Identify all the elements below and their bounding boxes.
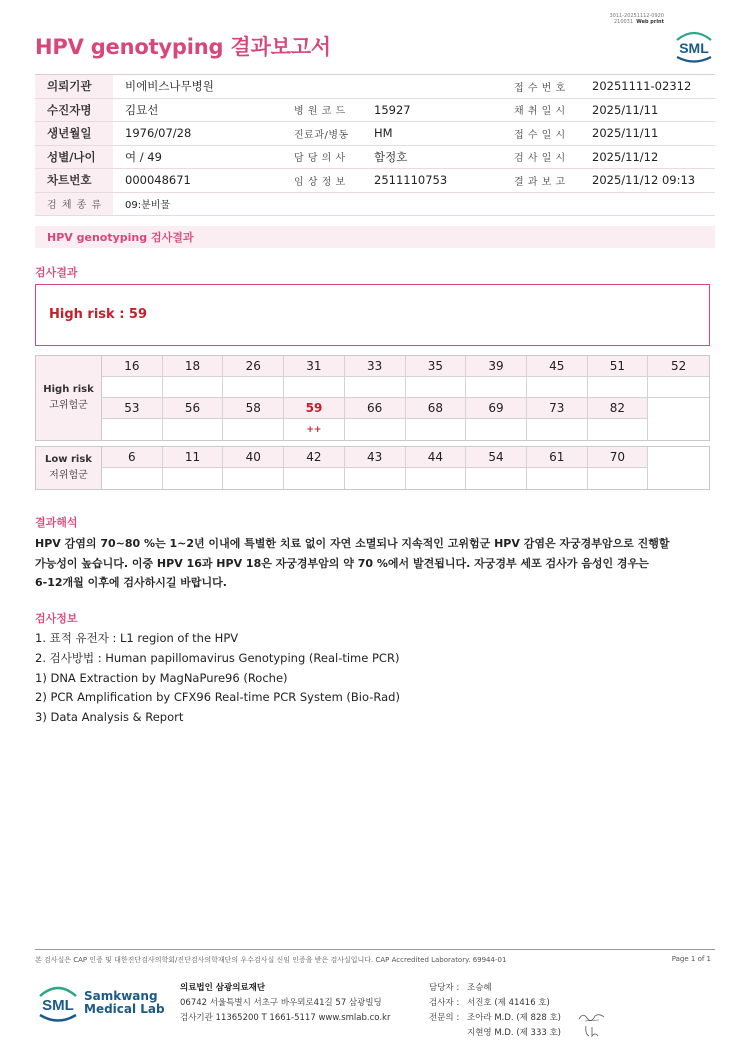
specimen-label: 검 체 종 류 xyxy=(35,193,113,216)
org-name: 의료법인 삼광의료재단 xyxy=(180,983,266,993)
staff-name: 조아라 M.D. (제 828 호) xyxy=(467,1013,562,1023)
info-row xyxy=(35,122,715,146)
info-label: 접 수 번 호 xyxy=(514,82,566,94)
genotype-result-cell xyxy=(345,468,406,489)
genotype-cell: 56 xyxy=(163,398,224,419)
interpretation-line: HPV 감염의 70~80 %는 1~2년 이내에 특별한 치료 없이 자연 소멸되나 지속적인 고위험군 HPV 감염은 자궁경부암으로 진행할 xyxy=(35,537,670,550)
empty-cell xyxy=(648,419,709,440)
low-risk-cells xyxy=(102,447,709,489)
genotype-cell: 73 xyxy=(527,398,588,419)
genotype-cell: 44 xyxy=(406,447,467,468)
brand-line2: Medical Lab xyxy=(84,1002,165,1016)
info-value: 20251111-02312 xyxy=(592,79,692,94)
interpretation-text xyxy=(35,534,695,593)
genotype-cell: 39 xyxy=(466,356,527,377)
genotype-result-cell xyxy=(588,419,649,440)
staff-name: 지현영 M.D. (제 333 호) xyxy=(467,1028,562,1038)
info-value: 비에비스나무병원 xyxy=(125,79,214,94)
info-label: 성별/나이 xyxy=(35,146,113,169)
staff-role: 담당자 : xyxy=(429,983,460,993)
info-label: 임 상 정 보 xyxy=(294,176,346,188)
signature-icon xyxy=(583,1024,603,1038)
genotype-cell: 66 xyxy=(345,398,406,419)
footer-notice-row xyxy=(35,955,711,965)
org-address: 06742 서울특별시 서초구 바우뫼로41길 57 삼광빌딩 xyxy=(180,998,382,1008)
brand-line1: Samkwang xyxy=(84,989,158,1003)
genotype-result-cell xyxy=(102,468,163,489)
specimen-value: 09:분비물 xyxy=(125,200,171,212)
section-title: HPV genotyping 검사결과 xyxy=(35,226,715,248)
test-info-list xyxy=(35,629,400,728)
genotype-cell: 82 xyxy=(588,398,649,419)
print-code xyxy=(596,13,664,25)
genotype-result-cell xyxy=(406,377,467,398)
low-risk-sublabel: 저위험군 xyxy=(49,470,88,481)
genotype-result-cell xyxy=(284,377,345,398)
info-label: 차트번호 xyxy=(35,169,113,192)
test-info-line: 1) DNA Extraction by MagNaPure96 (Roche) xyxy=(35,670,288,685)
info-value: 2025/11/11 xyxy=(592,102,659,117)
genotype-cell: 54 xyxy=(466,447,527,468)
low-risk-label: Low risk xyxy=(45,454,92,465)
genotype-cell: 59 xyxy=(284,398,345,419)
genotype-cell: 53 xyxy=(102,398,163,419)
empty-cell xyxy=(648,447,709,468)
info-value: 15927 xyxy=(374,102,411,117)
info-value: 000048671 xyxy=(125,173,191,188)
genotype-cell: 70 xyxy=(588,447,649,468)
footer-notice: 본 검사실은 CAP 인증 및 대한진단검사의학회/진단검사의학재단의 우수검사실 신임 인증을 받은 검사실입니다. CAP Accredited Laboratory. 69944-01 xyxy=(35,956,507,964)
interpretation-label: 결과해석 xyxy=(35,516,78,529)
genotype-result-cell xyxy=(223,419,284,440)
genotype-result-cell xyxy=(466,468,527,489)
organization-info xyxy=(180,981,390,1026)
result-summary: High risk : 59 xyxy=(49,307,148,322)
org-contact: 검사기관 11365200 T 1661-5117 www.smlab.co.kr xyxy=(180,1013,391,1023)
sml-footer-logo-icon xyxy=(37,980,79,1024)
info-label: 진료과/병동 xyxy=(294,129,349,141)
web-print-label: Web print xyxy=(636,19,664,25)
genotype-cell: 33 xyxy=(345,356,406,377)
info-value xyxy=(362,75,500,98)
report-title: HPV genotyping 결과보고서 xyxy=(35,35,331,59)
info-row xyxy=(35,146,715,170)
info-row xyxy=(35,169,715,193)
genotype-result-cell xyxy=(223,468,284,489)
low-risk-grid xyxy=(35,446,710,490)
test-info-line: 3) Data Analysis & Report xyxy=(35,710,184,725)
genotype-cell: 18 xyxy=(163,356,224,377)
info-value: 2511110753 xyxy=(374,173,448,188)
staff-name: 서진호 (제 41416 호) xyxy=(467,998,550,1008)
info-label xyxy=(280,75,362,98)
info-label: 의뢰기관 xyxy=(35,75,113,98)
empty-cell xyxy=(648,468,709,489)
genotype-cell: 43 xyxy=(345,447,406,468)
genotype-result-cell xyxy=(466,419,527,440)
genotype-result-cell xyxy=(527,468,588,489)
genotype-result-cell xyxy=(345,377,406,398)
genotype-cell: 11 xyxy=(163,447,224,468)
info-value: 1976/07/28 xyxy=(125,126,192,141)
sml-logo-icon xyxy=(672,26,716,64)
genotype-result-cell xyxy=(588,377,649,398)
genotype-result-cell xyxy=(163,468,224,489)
info-row xyxy=(35,99,715,123)
info-label: 채 취 일 시 xyxy=(514,106,566,118)
genotype-cell: 26 xyxy=(223,356,284,377)
genotype-cell: 58 xyxy=(223,398,284,419)
print-code-line1: 3011-20251112-0920 xyxy=(609,13,664,19)
high-risk-cells xyxy=(102,356,709,440)
genotype-cell: 69 xyxy=(466,398,527,419)
genotype-result-cell xyxy=(284,468,345,489)
interpretation-line: 가능성이 높습니다. 이중 HPV 16과 HPV 18은 자궁경부암의 약 70 %에서 발견됩니다. 자궁경부 세포 검사가 음성인 경우는 xyxy=(35,556,649,570)
genotype-result-cell xyxy=(163,377,224,398)
high-risk-grid xyxy=(35,355,710,441)
info-label: 접 수 일 시 xyxy=(514,129,566,141)
high-risk-side-label xyxy=(36,356,102,440)
staff-list xyxy=(429,981,561,1041)
genotype-result-cell xyxy=(102,377,163,398)
page-number: Page 1 of 1 xyxy=(671,955,711,963)
test-info-line: 1. 표적 유전자 : L1 region of the HPV xyxy=(35,631,239,645)
info-label: 담 당 의 사 xyxy=(294,153,346,165)
info-row xyxy=(35,193,715,217)
high-risk-label: High risk xyxy=(43,384,94,395)
patient-info-table xyxy=(35,74,715,216)
staff-role xyxy=(429,1026,467,1041)
info-value: HM xyxy=(374,126,393,141)
genotype-cell: 61 xyxy=(527,447,588,468)
genotype-cell: 16 xyxy=(102,356,163,377)
genotype-cell: 52 xyxy=(648,356,709,377)
info-label: 결 과 보 고 xyxy=(514,176,566,188)
genotype-cell: 51 xyxy=(588,356,649,377)
genotype-result-cell xyxy=(527,419,588,440)
info-value: 함정호 xyxy=(374,149,408,164)
empty-cell xyxy=(648,398,709,419)
genotype-result-cell xyxy=(406,468,467,489)
genotype-cell: 68 xyxy=(406,398,467,419)
info-value: 2025/11/11 xyxy=(592,126,659,141)
info-label: 병 원 코 드 xyxy=(294,106,346,118)
signature-icon xyxy=(577,1010,607,1024)
info-label: 검 사 일 시 xyxy=(514,153,566,165)
genotype-result-cell xyxy=(163,419,224,440)
staff-role: 검사자 : xyxy=(429,998,460,1008)
sml-logo-text: SML xyxy=(679,40,709,56)
genotype-cell: 42 xyxy=(284,447,345,468)
genotype-cell: 40 xyxy=(223,447,284,468)
print-code-line2: 210031 xyxy=(613,19,634,25)
high-risk-sublabel: 고위험군 xyxy=(49,400,88,411)
genotype-result-cell xyxy=(648,377,709,398)
genotype-cell: 31 xyxy=(284,356,345,377)
interpretation-line: 6-12개월 이후에 검사하시길 바랍니다. xyxy=(35,576,227,589)
sml-footer-logo-text: SML xyxy=(42,997,74,1014)
test-info-line: 2) PCR Amplification by CFX96 Real-time PCR System (Bio-Rad) xyxy=(35,690,400,705)
genotype-cell: 45 xyxy=(527,356,588,377)
info-label: 생년월일 xyxy=(35,122,113,145)
genotype-result-cell xyxy=(102,419,163,440)
result-summary-box xyxy=(35,284,710,346)
genotype-result-cell: ++ xyxy=(284,419,345,440)
staff-name: 조승혜 xyxy=(467,983,492,993)
genotype-cell: 35 xyxy=(406,356,467,377)
info-row xyxy=(35,75,715,99)
genotype-result-cell xyxy=(466,377,527,398)
info-value: 2025/11/12 xyxy=(592,149,659,164)
result-label: 검사결과 xyxy=(35,266,78,279)
genotype-result-cell xyxy=(223,377,284,398)
brand-name xyxy=(84,990,165,1016)
test-info-label: 검사정보 xyxy=(35,612,78,625)
test-info-line: 2. 검사방법 : Human papillomavirus Genotyping (Real-time PCR) xyxy=(35,650,400,665)
genotype-cell: 6 xyxy=(102,447,163,468)
info-label: 수진자명 xyxy=(35,99,113,122)
genotype-result-cell xyxy=(588,468,649,489)
info-value: 2025/11/12 09:13 xyxy=(592,173,696,188)
genotype-result-cell xyxy=(345,419,406,440)
low-risk-side-label xyxy=(36,447,102,489)
genotype-result-cell xyxy=(406,419,467,440)
info-value: 김묘선 xyxy=(125,102,159,117)
info-value: 여 / 49 xyxy=(125,149,162,164)
genotype-result-cell xyxy=(527,377,588,398)
footer-divider xyxy=(35,949,715,950)
staff-role: 전문의 : xyxy=(429,1013,460,1023)
